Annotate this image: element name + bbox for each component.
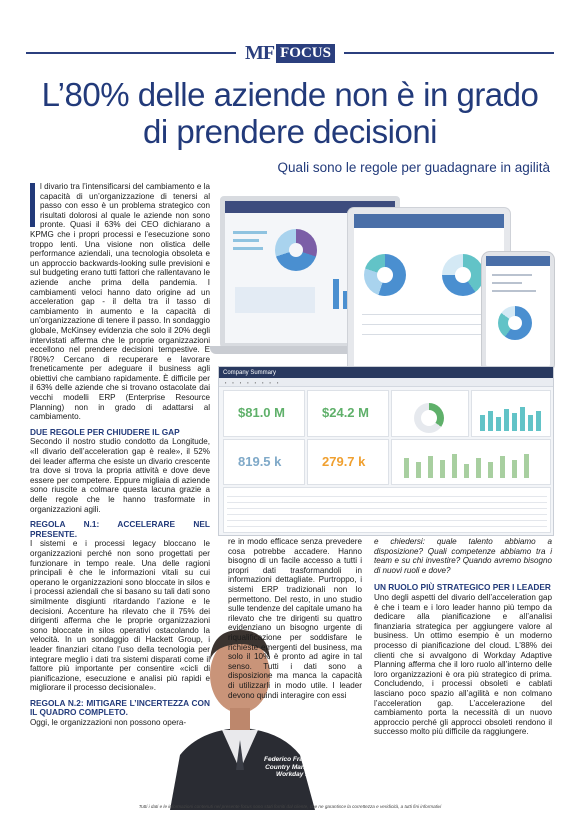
section-title-leaders: UN RUOLO PIÙ STRATEGICO PER I LEADER [374, 582, 551, 593]
dashboard-screenshot [218, 366, 554, 536]
section-text-gap: Secondo il nostro studio condotto da Longitude, «Il divario dell’acceleration gap è reale», il 52% dei leader afferma che esiste un divario crescente tra dove si trova la propria attività e dove deve essere per competere. Eppure migliaia di aziende sono riuscite a colmare questa lacuna grazie a delle regole che le hanno trasformate in organizzazioni agili. [30, 437, 210, 514]
kpi-value-3: 819.5 k [238, 454, 282, 469]
dashboard-title: Company Summary [219, 367, 553, 378]
section-text-leaders: Uno degli aspetti del divario dell’acceleration gap è che i team e i loro leader hanno più tempo da dedicare alla pianificazione e all’analisi finanziaria strategica per aggiungere valore al business. Un ottimo esempio è un moderno processo di pianificazione del cloud. L’88% dei clienti che si avvalgono di Workday Adaptive Planning afferma che il loro ruolo all’interno delle loro organizzazioni è ora più strategico di prima. Concludendo, i processi obsoleti e cablati lasciano poco spazio all’agilità e non colmano l’acceleration gap. L’accelerazione del cambiamento porta la necessità di un nuovo approccio perché gli approcci obsoleti rendono il successo molto più difficile da raggiungere. [374, 592, 552, 737]
photo-caption: Federico Francini, Country Manager, Workday Italia [264, 756, 320, 778]
subtitle: Quali sono le regole per guadagnare in agilità [277, 160, 550, 175]
phone-screen [482, 252, 554, 372]
kpi-tile-4 [307, 439, 389, 485]
kpi-value-1: $81.0 M [238, 405, 285, 420]
dashboard-tabs: ▪ ▪ ▪ ▪ ▪ ▪ ▪ ▪ [219, 378, 553, 387]
table-tile [223, 487, 551, 533]
devices-illustration [220, 182, 550, 367]
kpi-tile-1 [223, 390, 305, 437]
section-text-rule1: I sistemi e i processi legacy bloccano le organizzazioni perché non sono progettati per funzionare in tempo reale. Una delle ragioni principali è che le informazioni vitali su cui operano le organizzazioni sono bloccate in silos e i processi aziendali che si basano su tali dati sono similmente disgiunti ritardando l’azione e le decisioni. Accenture ha rilevato che il 75% dei dirigenti afferma che le proprie organizzazioni sono bloccate in silos operativi ostacolando la velocità. In un sondaggio di Hackett Group, i leader finanziari citano l’uso della tecnologia per integrare meglio i dati tra sistemi disparati come il fattore più importante per consentire «cicli di pianificazione, esecuzione e analisi più rapidi e migliorare il processo decisionale». [30, 539, 210, 693]
logo-focus: FOCUS [276, 44, 335, 63]
column-2-text: re in modo efficace senza prevedere cosa potrebbe accadere. Hanno bisogno di un facile accesso a tutti i propri dati trasformandoli in informazioni dettagliate. Purtroppo, i sistemi ERP tradizionali non lo permettono. Del resto, in uno studio sulle tendenze del capitale umano ha rilevato che tre dirigenti su quattro evidenziano un bisogno urgente di riqualificazione per soddisfare le richieste emergenti del business, ma solo il 10% è pronto ad agire in tal senso. Tutti i dati sono a disposizione ma manca la capacità di utilizzarli in modo utile. I leader devono quindi interagire con essi [228, 537, 362, 700]
headline: L’80% delle aziende non è in grado di prendere decisioni [41, 76, 539, 150]
section-title-rule2: REGOLA N.2: MITIGARE L’INCERTEZZA CON IL QUADRO COMPLETO. [30, 697, 210, 718]
footer-disclaimer: Tutti i dati e le informazioni contenuti nel presente focus sono stati forniti dal cliente, che ne garantisce la correttezza e veridicità, a tutti fini informativi [138, 804, 442, 809]
kpi-value-2: $24.2 M [322, 405, 369, 420]
kpi-tile-2 [307, 390, 389, 437]
column-3 [374, 537, 552, 737]
column-chart-tile [391, 439, 551, 485]
section-text-rule2: Oggi, le organizzazioni non possono opera- [30, 718, 187, 728]
gauge-tile [391, 390, 469, 437]
section-title-rule1: REGOLA N.1: ACCELERARE NEL PRESENTE. [30, 519, 210, 539]
masthead [26, 40, 554, 66]
column-3-intro: e chiedersi: quale talento abbiamo a disposizione? Quali competenze abbiamo tra i team e su chi investire? Quando avremo bisogno di nuovi ruoli e dove? [374, 537, 552, 575]
logo-mf: MF [245, 41, 275, 64]
dropcap-bar [30, 183, 35, 227]
kpi-value-4: 279.7 k [322, 454, 366, 469]
mf-focus-logo [236, 40, 344, 66]
intro-paragraph: l divario tra l’intensificarsi del cambiamento e la capacità di un’organizzazione di tenersi al passo con esso è un problema strategico con risultati dolorosi al quale le aziende non sono pronte. Quasi il 63% dei CEO dichiarano a KPMG che i propri processi e l’esecuzione sono troppo lenti. Una visione non olistica delle performance aziendali, una tecnologia obsoleta e un approccio backwards-looking sulle previsioni e sul budgeting erano tutti fattori che rallentavano le aziende anche prima della pandemia. I cambiamenti veloci hanno dato origine ad un acceleration gap - il delta tra il tasso di cambiamento in aumento e la capacità di un’organizzazione di tenere il passo. In sondaggio globale, McKinsey evidenzia che solo il 20% degli intervistati afferma che le proprie organizzazioni eccellono nel prendere decisioni tempestive. E l’80%? Cercano di recuperare e lavorare freneticamente per adeguare il business agli obiettivi che cambiano rapidamente. È difficile per il 63% delle aziende che si trovano ostacolate dai vecchi modelli ERP (Enterprise Resource Planning) non in grado di adattarsi al cambiamento. [30, 182, 210, 422]
kpi-tile-3 [223, 439, 305, 485]
bar-tile [471, 390, 551, 437]
section-title-gap: DUE REGOLE PER CHIUDERE IL GAP [30, 426, 180, 437]
column-2 [218, 537, 362, 700]
